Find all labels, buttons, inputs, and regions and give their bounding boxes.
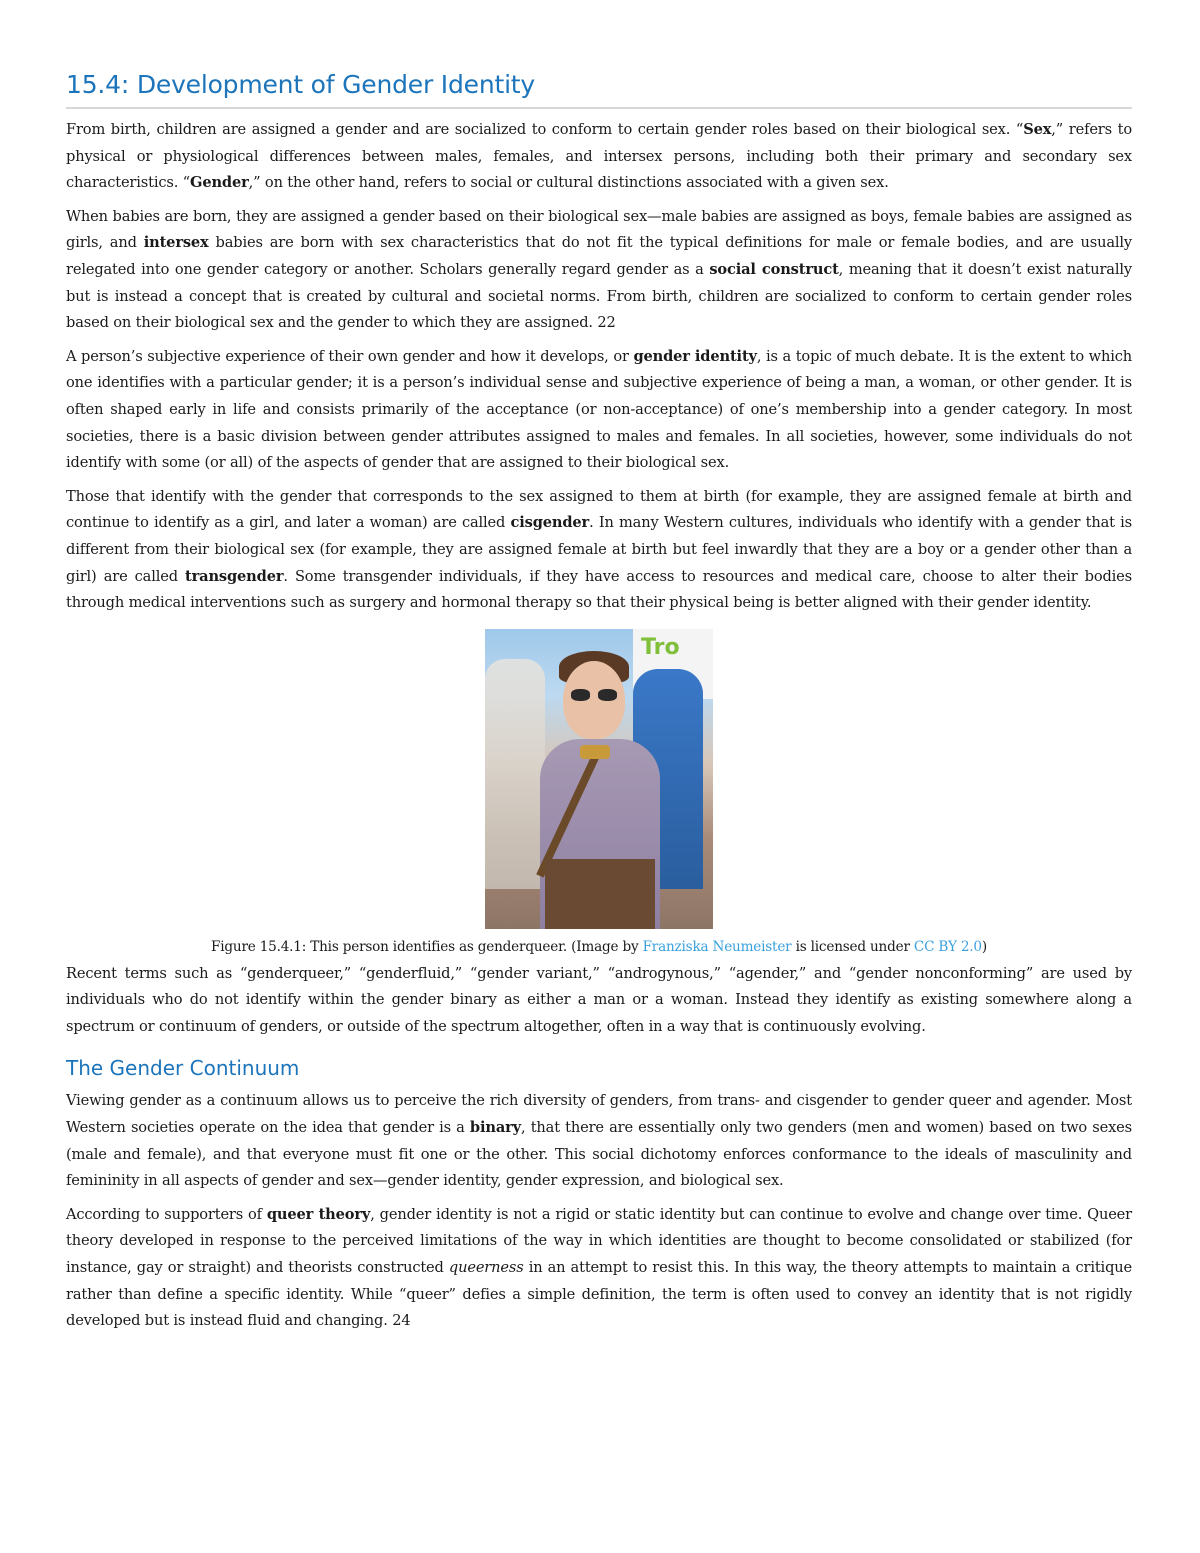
term-queer-theory: queer theory [266,1205,371,1223]
term-social-construct: social construct [709,260,839,278]
license-link[interactable]: CC BY 2.0 [913,938,982,955]
paragraph-recent-terms: Recent terms such as “genderqueer,” “genderfluid,” “gender variant,” “androgynous,” “agender,” and “gender nonconforming” are used by individuals who do not identify within the gender binary as either a man or a woman. Instead they identify as existing somewhere along a spectrum or continuum of genders, or outside of the spectrum altogether, often in a way that is continuously evolving. [66,964,1132,1035]
term-transgender: transgender [185,567,284,585]
photo-glasses [571,689,619,701]
page-title: 15.4: Development of Gender Identity [66,70,1132,109]
term-queerness: queerness [448,1259,524,1277]
photo-background-person [485,659,545,889]
section-heading: The Gender Continuum [66,1056,300,1081]
paragraph-queer-theory: According to supporters of queer theory, gender identity is not a rigid or static identity but can continue to evolve and change over time. Queer theory developed in response to the perceived limitations of the way in which identities are thought to become consolidated or stabilized (for instance, gay or straight) and theorists constructed queerness in an attempt to resist this. In this way, the theory attempts to maintain a critique rather than define a specific identity. While “queer” defies a simple definition, the term is often used to convey an identity that is not rigidly developed but is instead fluid and changing. 24 [66,1205,1132,1330]
term-gender-identity: gender identity [633,347,757,365]
photo-bowtie [580,745,610,759]
figure [66,629,1132,955]
paragraph-cis-trans: Those that identify with the gender that corresponds to the sex assigned to them at birth (for example, they are assigned female at birth and continue to identify as a girl, and later a woman) are called cisgender. In many Western cultures, individuals who identify with a gender that is different from their biological sex (for example, they are assigned female at birth but feel inwardly that they are a boy or a gender other than a girl) are called transgender. Some transgender individuals, if they have access to resources and medical care, choose to alter their bodies through medical interventions such as surgery and hormonal therapy so that their physical being is better aligned with their gender identity. [66,487,1132,612]
photo-person-pants [545,859,655,929]
figure-caption: Figure 15.4.1: This person identifies as genderqueer. (Image by Franziska Neumeister is licensed under CC BY 2.0) [211,938,987,955]
author-link[interactable]: Franziska Neumeister [642,938,792,955]
term-sex: Sex [1023,121,1052,138]
photo-sign: Tro [633,629,713,699]
paragraph-continuum: Viewing gender as a continuum allows us to perceive the rich diversity of genders, from trans- and cisgender to gender queer and agender. Most Western societies operate on the idea that gender is a binary, that there are essentially only two genders (men and women) based on two sexes (male and female), and that everyone must fit one or the other. This social dichotomy enforces conformance to the ideals of masculinity and femininity in all aspects of gender and sex—gender identity, gender expression, and biological sex. [66,1092,1132,1190]
figure-photo [485,629,713,929]
paragraph-gender-identity: A person’s subjective experience of their own gender and how it develops, or gender identity, is a topic of much debate. It is the extent to which one identifies with a particular gender; it is a person’s individual sense and subjective experience of being a man, a woman, or other gender. It is often shaped early in life and consists primarily of the acceptance (or non-acceptance) of one’s membership into a gender category. In most societies, there is a basic division between gender attributes assigned to males and females. In all societies, however, some individuals do not identify with some (or all) of the aspects of gender that are assigned to their biological sex. [66,347,1132,472]
term-binary: binary [469,1119,522,1137]
term-cisgender: cisgender [510,514,590,532]
term-intersex: intersex [143,234,209,252]
paragraph-assigned-gender: When babies are born, they are assigned a gender based on their biological sex—male babies are assigned as boys, female babies are assigned as girls, and intersex babies are born with sex characteristics that do not fit the typical definitions for male or female bodies, and are usually relegated into one gender category or another. Scholars generally regard gender as a social construct, meaning that it doesn’t exist naturally but is instead a concept that is created by cultural and societal norms. From birth, children are socialized to conform to certain gender roles based on their biological sex and the gender to which they are assigned. 22 [66,207,1132,332]
term-gender: Gender [190,174,249,192]
document-page [66,70,1132,1342]
paragraph-sex-gender: From birth, children are assigned a gender and are socialized to conform to certain gender roles based on their biological sex. “Sex,” refers to physical or physiological differences between males, females, and intersex persons, including both their primary and secondary sex characteristics. “Gender,” on the other hand, refers to social or cultural distinctions associated with a given sex. [66,121,1132,192]
